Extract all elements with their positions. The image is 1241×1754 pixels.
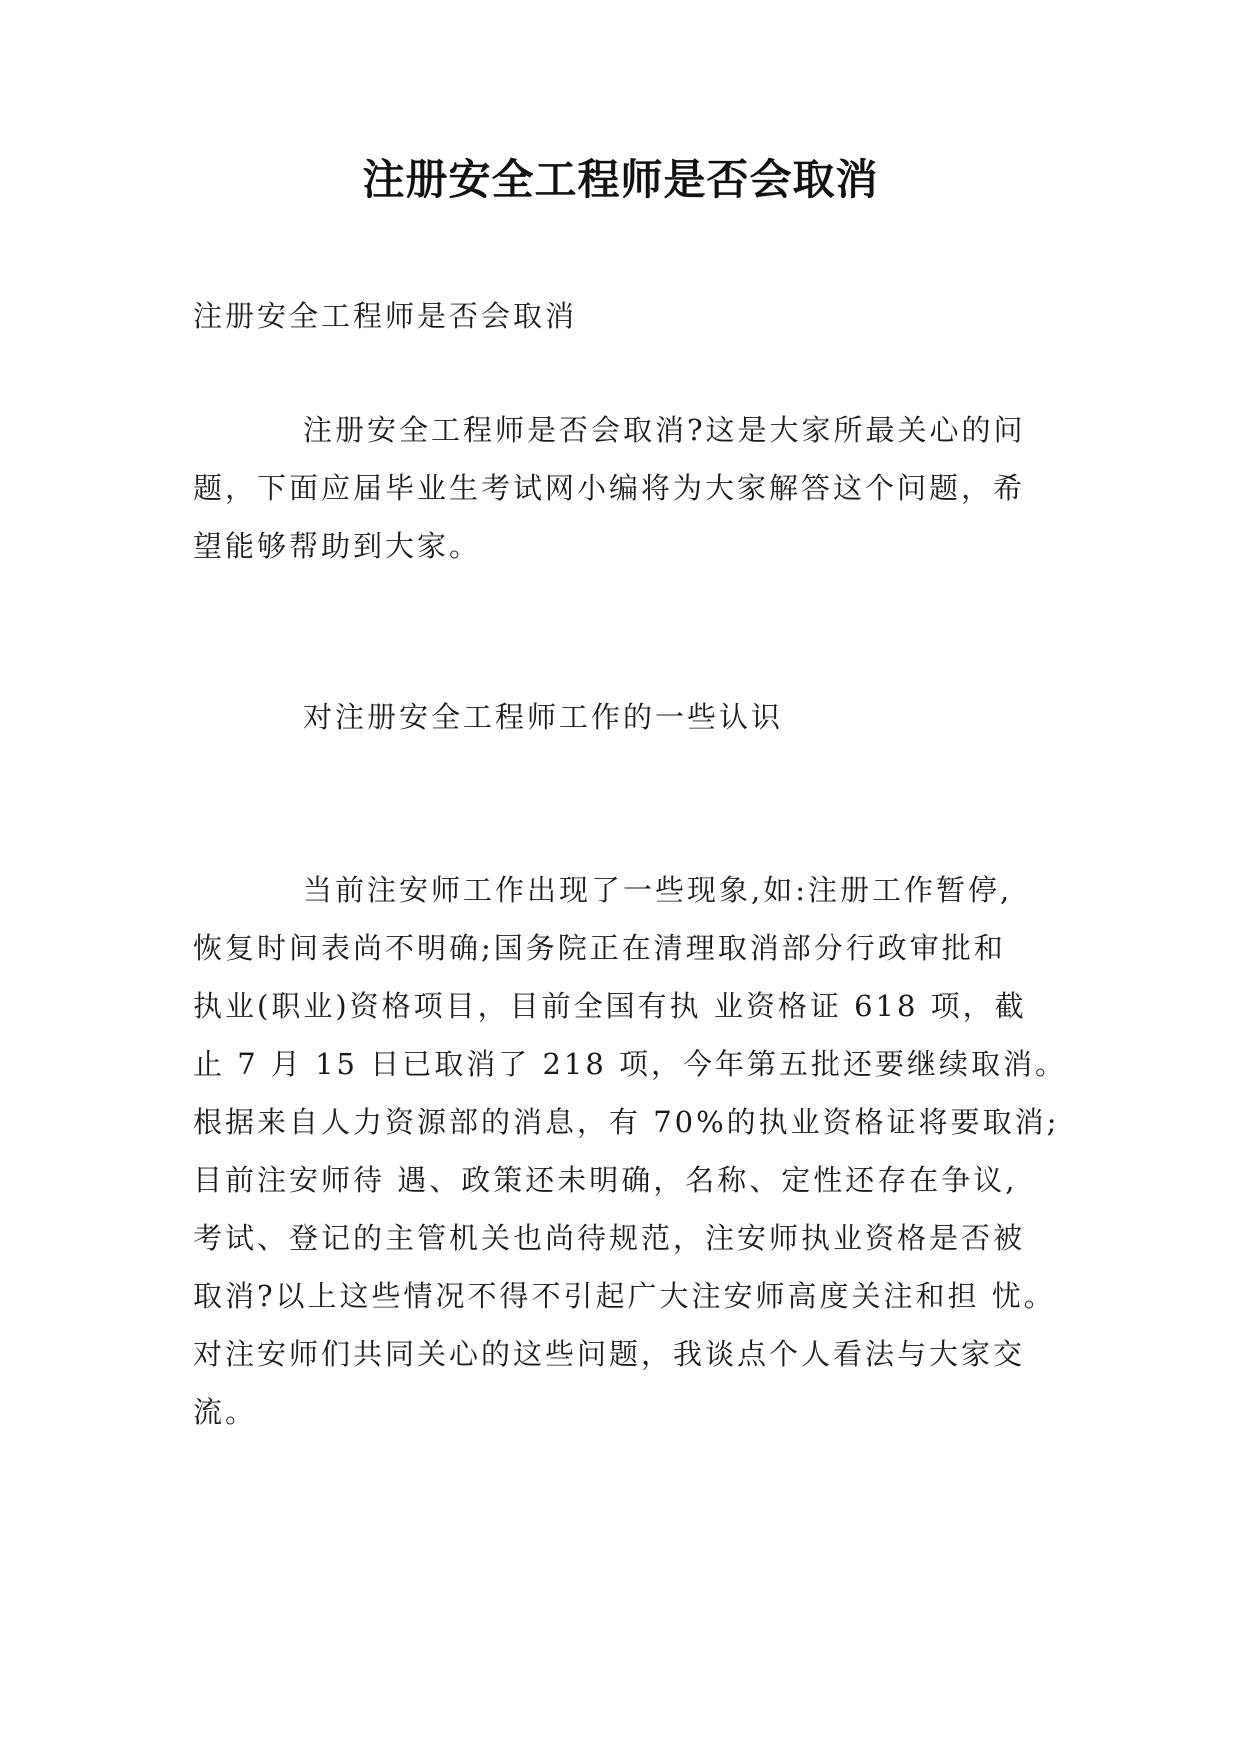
intro-line: 题，下面应届毕业生考试网小编将为大家解答这个问题，希 [193, 471, 1026, 505]
body-line: 目前注安师待 遇、政策还未明确，名称、定性还存在争议, [193, 1163, 1018, 1197]
section-heading: 对注册安全工程师工作的一些认识 [303, 700, 784, 734]
body-line: 流。 [193, 1395, 258, 1429]
body-line: 执业(职业)资格项目，目前全国有执 业资格证 618 项，截 [193, 989, 1027, 1023]
body-line: 对注安师们共同关心的这些问题，我谈点个人看法与大家交 [193, 1337, 1026, 1371]
document-title: 注册安全工程师是否会取消 [362, 155, 879, 204]
body-line: 根据来自人力资源部的消息，有 70%的执业资格证将要取消; [193, 1105, 1060, 1139]
intro-line: 望能够帮助到大家。 [193, 529, 482, 563]
body-line: 取消?以上这些情况不得不引起广大注安师高度关注和担 忧。 [193, 1279, 1056, 1313]
body-line: 恢复时间表尚不明确;国务院正在清理取消部分行政审批和 [193, 931, 1006, 965]
document-subtitle: 注册安全工程师是否会取消 [193, 299, 578, 333]
body-line: 考试、登记的主管机关也尚待规范，注安师执业资格是否被 [193, 1221, 1026, 1255]
intro-line: 注册安全工程师是否会取消?这是大家所最关心的问 [303, 413, 1026, 447]
body-line: 止 7 月 15 日已取消了 218 项，今年第五批还要继续取消。 [193, 1047, 1068, 1081]
body-line: 当前注安师工作出现了一些现象,如:注册工作暂停, [303, 873, 1013, 907]
